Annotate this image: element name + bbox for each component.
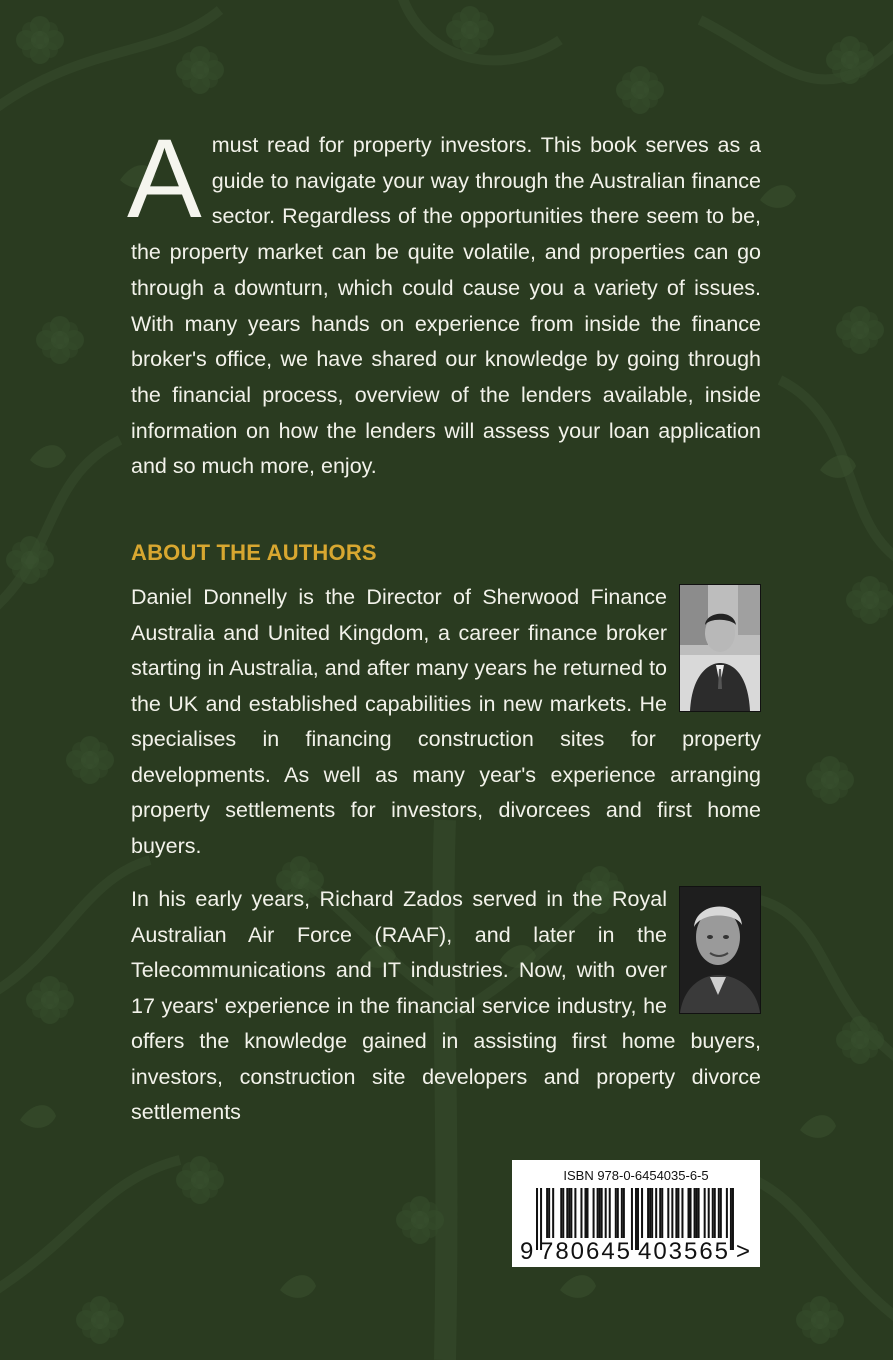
barcode-group-2: 403565 bbox=[638, 1238, 728, 1264]
author-bio-richard bbox=[131, 882, 761, 1131]
barcode-bar bbox=[546, 1188, 548, 1238]
barcode-bar bbox=[568, 1188, 570, 1238]
intro-paragraph bbox=[127, 116, 761, 485]
barcode-bar bbox=[615, 1188, 617, 1238]
barcode-bar bbox=[732, 1188, 734, 1250]
barcode-bar bbox=[681, 1188, 683, 1238]
barcode-bar bbox=[667, 1188, 669, 1238]
barcode-bar bbox=[552, 1188, 554, 1238]
barcode-bar bbox=[720, 1188, 722, 1238]
richard-bio-text: In his early years, Richard Zados served in the Royal Australian Air Force (RAAF), and later in the Telecommunications and IT industries. Now, with over 17 years' experience in the financial service industry, he offers the knowledge gained in assisting first home buyers, investors, construction site developers and property divorce settlements bbox=[131, 887, 761, 1125]
author-photo-daniel bbox=[679, 584, 761, 712]
barcode-bar bbox=[587, 1188, 589, 1238]
barcode-bar bbox=[593, 1188, 595, 1238]
barcode-bar bbox=[659, 1188, 661, 1238]
barcode-bar bbox=[675, 1188, 677, 1238]
back-cover-content bbox=[127, 116, 761, 1131]
barcode-bar bbox=[617, 1188, 619, 1238]
barcode-bar bbox=[570, 1188, 572, 1238]
barcode-group-1: 780645 bbox=[540, 1238, 630, 1264]
barcode-bar bbox=[647, 1188, 649, 1238]
barcode-bar bbox=[698, 1188, 700, 1238]
intro-text: must read for property investors. This book serves as a guide to navigate your way through the Australian finance sector. Regardless of the opportunities there seem to be, the property market can be quite volatile, and properties can go through a downturn, which could cause you a variety of issues. With many years hands on experience from inside the finance broker's office, we have shared our knowledge by going through the financial process, overview of the lenders available, inside information on how the lenders will assess your loan application and so much more, enjoy. bbox=[131, 133, 761, 479]
barcode-bar bbox=[580, 1188, 582, 1238]
barcode-bar bbox=[704, 1188, 706, 1238]
barcode-bar bbox=[635, 1188, 637, 1250]
barcode-bar bbox=[708, 1188, 710, 1238]
author-photo-richard bbox=[679, 886, 761, 1014]
barcode-bar bbox=[690, 1188, 692, 1238]
barcode-first-digit: 9 bbox=[520, 1238, 534, 1264]
barcode-bar bbox=[601, 1188, 603, 1238]
barcode-bar bbox=[597, 1188, 599, 1238]
barcode-bar bbox=[712, 1188, 714, 1238]
barcode-bar bbox=[655, 1188, 657, 1238]
barcode-bar bbox=[562, 1188, 564, 1238]
barcode-bar bbox=[688, 1188, 690, 1238]
barcode-bar bbox=[566, 1188, 568, 1238]
barcode-bar bbox=[726, 1188, 728, 1238]
barcode-bar bbox=[730, 1188, 732, 1250]
daniel-bio-text: Daniel Donnelly is the Director of Sherwood Finance Australia and United Kingdom, a career finance broker starting in Australia, and after many years he returned to the UK and established capabilities in new markets. He specialises in financing construction sites for property developments. As well as many year's experience arranging property settlements for investors, divorcees and first home buyers. bbox=[131, 585, 761, 858]
barcode-bar bbox=[631, 1188, 633, 1250]
barcode-bar bbox=[718, 1188, 720, 1238]
about-authors-heading: ABOUT THE AUTHORS bbox=[131, 540, 377, 566]
barcode-bar bbox=[714, 1188, 716, 1238]
barcode-bar bbox=[661, 1188, 663, 1238]
barcode-bar bbox=[609, 1188, 611, 1238]
author-bio-daniel bbox=[131, 580, 761, 864]
barcode-bar bbox=[560, 1188, 562, 1238]
barcode-bar bbox=[605, 1188, 607, 1238]
barcode-bar bbox=[671, 1188, 673, 1238]
isbn-number: ISBN 978-0-6454035-6-5 bbox=[563, 1168, 709, 1183]
isbn-barcode bbox=[512, 1160, 760, 1267]
barcode-bar bbox=[548, 1188, 550, 1238]
drop-cap-letter: A bbox=[127, 116, 202, 241]
barcode-arrow: > bbox=[736, 1238, 751, 1264]
barcode-bar bbox=[651, 1188, 653, 1238]
barcode-bar bbox=[649, 1188, 651, 1238]
barcode-bar bbox=[677, 1188, 679, 1238]
barcode-bar bbox=[694, 1188, 696, 1238]
barcode-bar bbox=[641, 1188, 643, 1238]
barcode-bar bbox=[623, 1188, 625, 1238]
barcode-bar bbox=[574, 1188, 576, 1238]
barcode-bar bbox=[536, 1188, 538, 1250]
barcode-bar bbox=[621, 1188, 623, 1238]
barcode-graphic bbox=[518, 1188, 754, 1264]
barcode-bar bbox=[599, 1188, 601, 1238]
barcode-bar bbox=[696, 1188, 698, 1238]
barcode-bar bbox=[584, 1188, 586, 1238]
